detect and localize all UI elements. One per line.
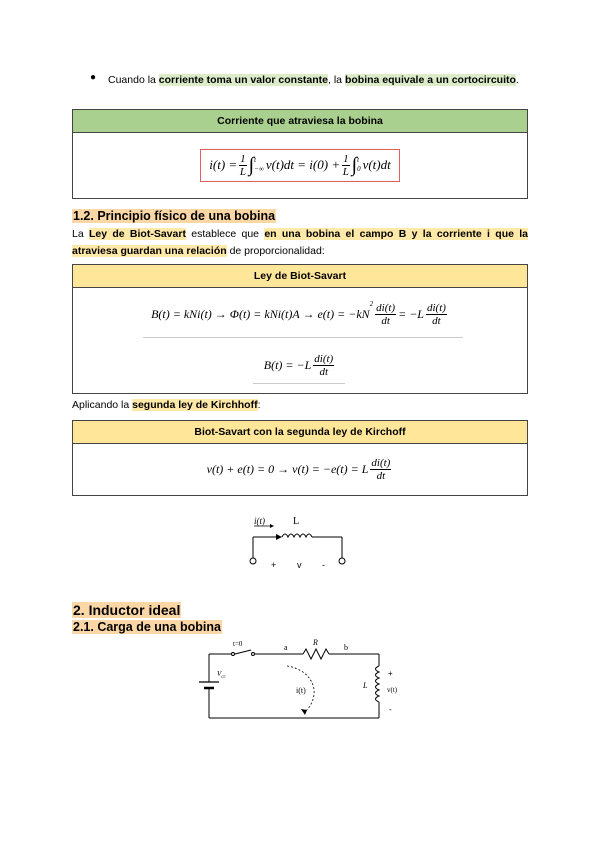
fraction <box>370 457 391 482</box>
plus-label: + <box>271 560 277 570</box>
terminal-icon <box>339 558 345 564</box>
switch-contact-icon <box>232 653 235 656</box>
source-label-main: V <box>217 670 222 678</box>
kirchhoff-line <box>72 397 260 414</box>
current-formula <box>73 133 527 197</box>
lower-limit: −∞ <box>254 165 264 173</box>
formula-text: v(t)dt <box>362 157 391 172</box>
formula-text: = −L <box>398 306 424 321</box>
kirchhoff-box-title: Biot-Savart con la segunda ley de Kirchoff <box>73 421 527 444</box>
integral-limits <box>254 156 264 174</box>
numerator: di(t) <box>426 301 446 314</box>
upper-limit: t <box>254 156 257 164</box>
text: Cuando la <box>108 74 159 86</box>
loop-current-label: i(t) <box>296 686 306 695</box>
section-1-2-title: 1.2. Principio físico de una bobina <box>73 209 276 223</box>
formula-text: v(t) + e(t) = 0 → v(t) = −e(t) = L <box>206 461 369 476</box>
text: de proporcionalidad: <box>226 245 325 257</box>
formula-frame <box>200 149 399 182</box>
inductor-circuit-diagram <box>240 510 360 572</box>
numerator: di(t) <box>314 352 334 365</box>
highlight: Ley de Biot-Savart <box>88 228 186 240</box>
minus-label: - <box>389 705 392 714</box>
biot-savart-title: Ley de Biot-Savart <box>73 265 527 288</box>
denominator: L <box>342 165 349 178</box>
text: establece que <box>185 228 265 240</box>
formula-text: v(t)dt = i(0) + <box>265 157 341 172</box>
text: , la <box>328 74 345 86</box>
numerator: 1 <box>240 152 246 165</box>
highlight: corriente toma un valor constante <box>158 74 329 86</box>
fraction <box>375 302 396 327</box>
text: . <box>515 74 519 86</box>
denominator: dt <box>381 314 390 327</box>
highlight: en una bobina el campo B y la corriente i que la atraviesa guardan una relación <box>72 228 528 257</box>
fraction <box>342 153 350 178</box>
arrow-icon <box>301 709 307 715</box>
numerator: di(t) <box>371 456 391 469</box>
formula-text: B(t) = kNi(t) → Φ(t) = kNi(t)A → e(t) = −kN <box>151 306 370 321</box>
arrow-icon <box>270 524 274 528</box>
section-1-2-paragraph <box>72 226 528 260</box>
biot-savart-formula-2 <box>73 342 527 388</box>
formula-text: B(t) = −L <box>263 357 312 372</box>
fraction <box>239 153 247 178</box>
integral-sign: ∫ <box>351 153 358 176</box>
inductor-coil-icon <box>282 534 312 537</box>
kirchhoff-box <box>72 420 528 496</box>
voltage-label: v <box>297 560 302 570</box>
denominator: dt <box>319 365 329 378</box>
switch-label: t=0 <box>233 640 243 648</box>
exponent: 2 <box>369 300 374 308</box>
switch-contact-icon <box>252 653 255 656</box>
arrow-icon <box>276 534 282 540</box>
resistor-label: R <box>313 638 318 647</box>
biot-savart-box <box>72 264 528 394</box>
formula-divider <box>143 337 463 338</box>
highlight: segunda ley de Kirchhoff <box>132 399 258 411</box>
node-b-label: b <box>344 643 348 652</box>
text: : <box>257 399 261 411</box>
rl-charge-circuit-diagram <box>195 636 405 736</box>
integral-limits <box>357 156 361 174</box>
voltage-label: v(t) <box>387 686 398 694</box>
resistor-icon <box>303 649 329 659</box>
terminal-icon <box>250 558 256 564</box>
denominator: dt <box>432 314 441 327</box>
source-label <box>217 670 227 680</box>
integral-sign: ∫ <box>248 153 255 176</box>
bullet-paragraph <box>108 72 528 89</box>
bullet-dot: ● <box>90 72 97 83</box>
section-2-1-title: 2.1. Carga de una bobina <box>73 620 221 634</box>
text: La <box>72 228 89 240</box>
node-a-label: a <box>284 643 288 652</box>
formula-underline <box>253 383 345 384</box>
current-box-title: Corriente que atraviesa la bobina <box>73 110 527 133</box>
minus-label: - <box>322 560 325 570</box>
denominator: L <box>239 165 246 178</box>
switch-icon <box>235 650 251 654</box>
inductor-label: L <box>293 516 300 527</box>
highlight: bobina equivale a un cortocircuito <box>344 74 516 86</box>
biot-savart-formula-1 <box>73 288 527 340</box>
section-2-title: 2. Inductor ideal <box>73 602 181 618</box>
lower-limit: 0 <box>357 165 361 173</box>
current-label: i(t) <box>254 516 265 526</box>
kirchhoff-formula <box>73 444 527 494</box>
formula-text: i(t) = <box>209 157 238 172</box>
source-label-sub: cc <box>221 675 226 680</box>
fraction <box>313 353 334 378</box>
plus-label: + <box>388 669 393 678</box>
inductor-label: L <box>363 681 368 690</box>
current-box <box>72 109 528 199</box>
fraction <box>426 302 447 327</box>
upper-limit: t <box>357 156 360 164</box>
numerator: 1 <box>343 152 349 165</box>
numerator: di(t) <box>376 301 396 314</box>
text: Aplicando la <box>72 399 133 411</box>
denominator: dt <box>376 469 386 482</box>
inductor-coil-icon <box>376 666 380 702</box>
